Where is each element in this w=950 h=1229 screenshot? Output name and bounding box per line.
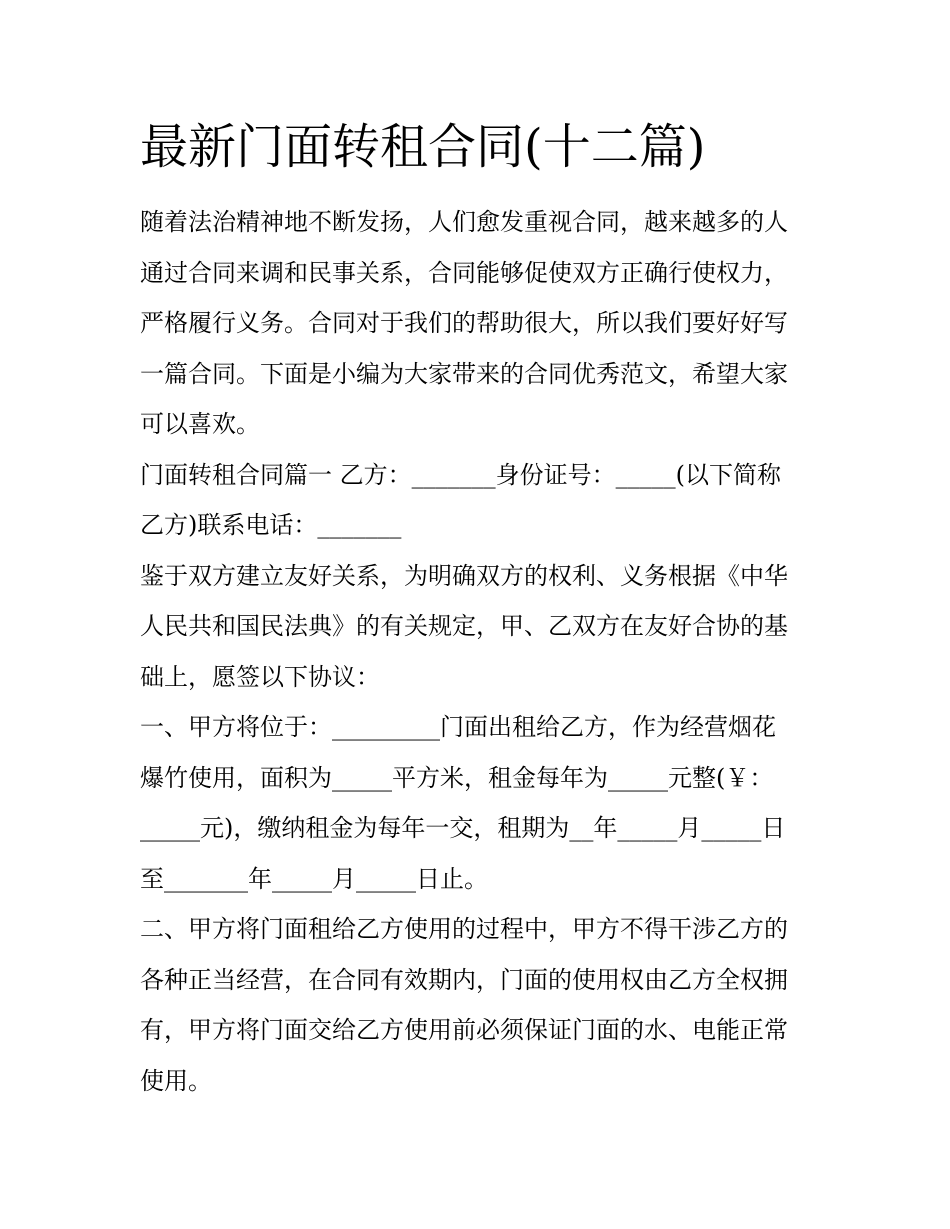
text-line: 鉴于双方建立友好关系，为明确双方的权利、义务根据《中华 (140, 561, 788, 590)
text-line: 一篇合同。下面是小编为大家带来的合同优秀范文，希望大家 (140, 359, 788, 388)
text-line: 人民共和国民法典》的有关规定，甲、乙双方在友好合协的基 (140, 612, 788, 640)
text-line: 可以喜欢。 (140, 410, 260, 438)
document-body (140, 197, 812, 1106)
text-line: 至_______年_____月_____日止。 (140, 864, 488, 893)
text-line: 随着法治精神地不断发扬，人们愈发重视合同，越来越多的人 (140, 208, 788, 236)
text-line: 二、甲方将门面租给乙方使用的过程中，甲方不得干涉乙方的 (140, 915, 788, 943)
parties-paragraph (140, 450, 812, 551)
intro-paragraph (140, 197, 812, 450)
text-line: 使用。 (140, 1066, 212, 1095)
clause-1-paragraph (140, 702, 812, 904)
text-line: 础上，愿签以下协议： (140, 662, 380, 691)
text-line: 门面转租合同篇一 乙方：_______身份证号：_____(以下简称 (140, 460, 781, 489)
text-line: 通过合同来调和民事关系，合同能够促使双方正确行使权力， (140, 258, 788, 287)
text-line: 有，甲方将门面交给乙方使用前必须保证门面的水、电能正常 (140, 1016, 788, 1044)
text-line: _____元)，缴纳租金为每年一交，租期为__年_____月_____日 (140, 814, 786, 842)
text-line: 爆竹使用，面积为_____平方米，租金每年为_____元整(￥： (140, 763, 774, 792)
preamble-paragraph (140, 551, 812, 703)
document-title: 最新门面转租合同(十二篇) (140, 119, 706, 175)
clause-2-paragraph (140, 904, 812, 1106)
text-line: 乙方)联系电话：_______ (140, 511, 402, 539)
text-line: 严格履行义务。合同对于我们的帮助很大，所以我们要好好写 (140, 309, 788, 337)
text-line: 一、甲方将位于：_________门面出租给乙方，作为经营烟花 (140, 713, 776, 741)
text-line: 各种正当经营，在合同有效期内，门面的使用权由乙方全权拥 (140, 965, 788, 994)
